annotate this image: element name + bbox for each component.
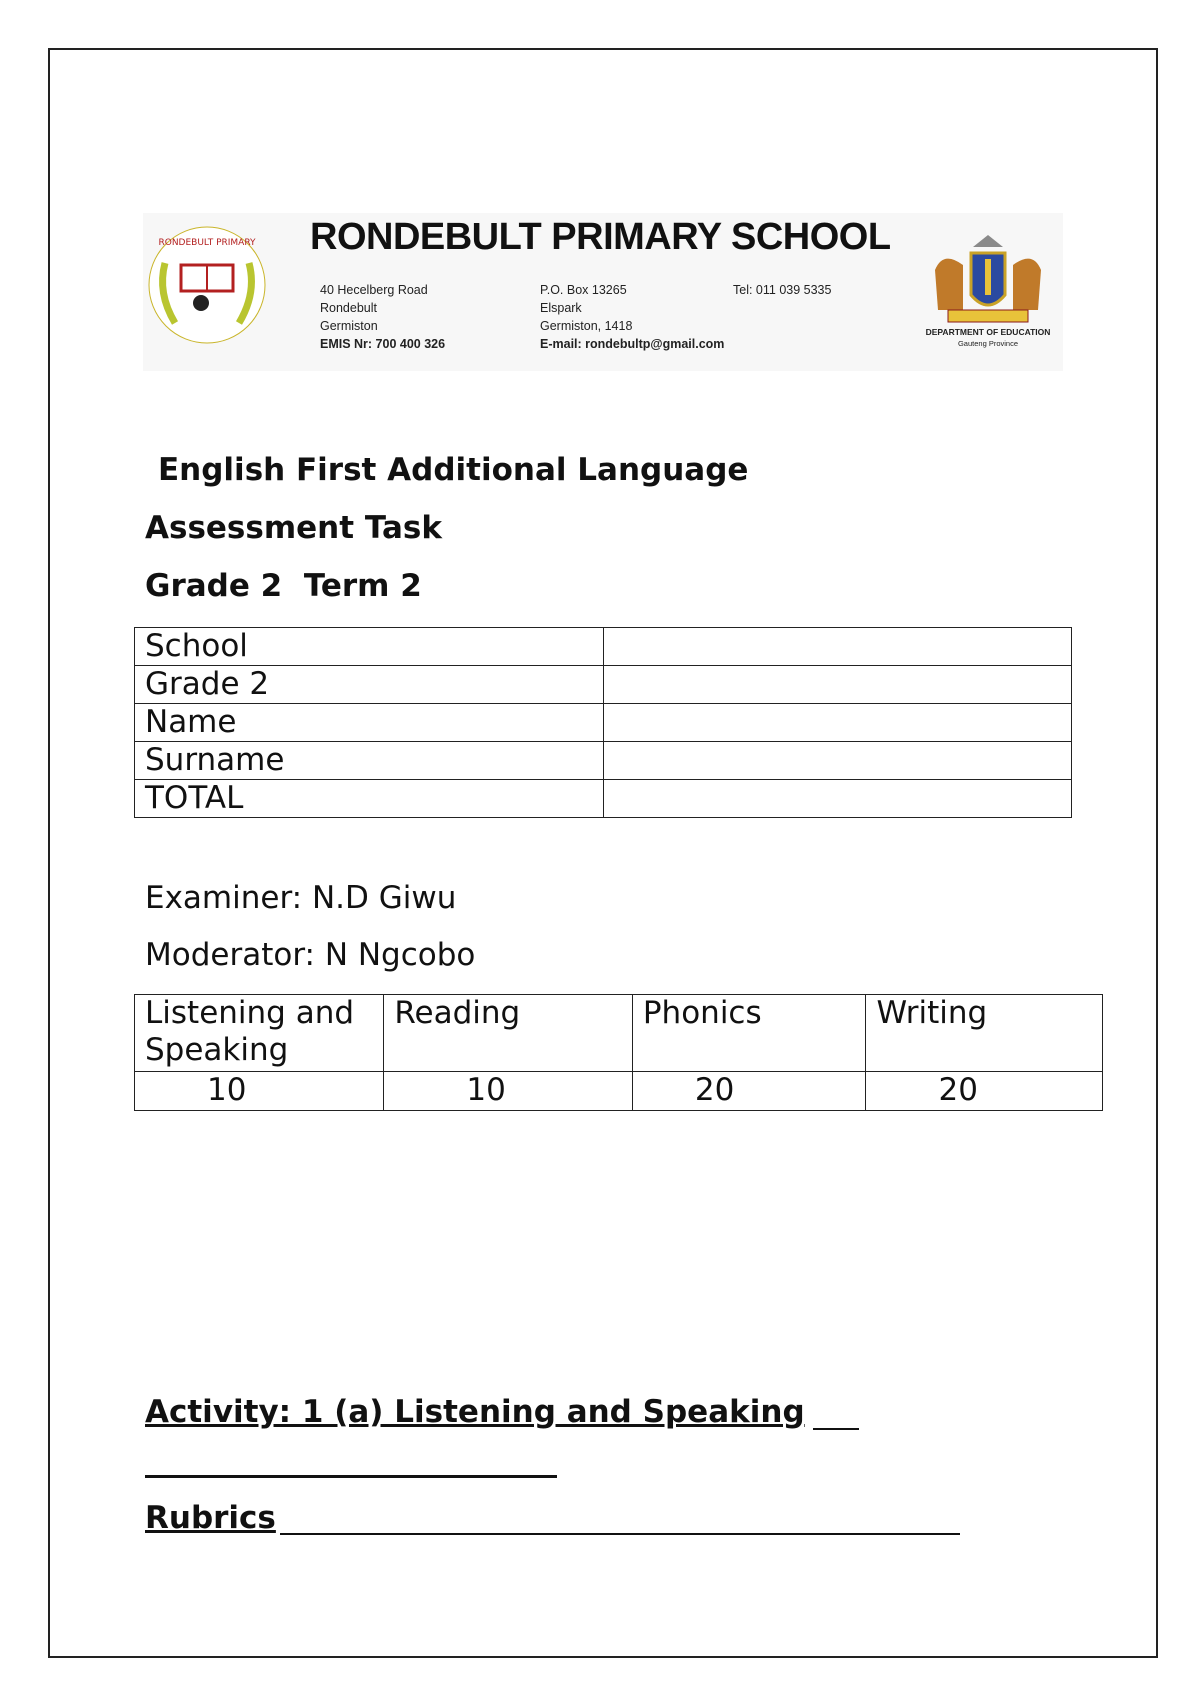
examiner: Examiner: N.D Giwu xyxy=(145,880,457,916)
address-line: Elspark xyxy=(540,301,582,315)
info-value-field[interactable] xyxy=(604,780,1072,818)
info-label: Surname xyxy=(135,742,604,780)
score-header: Writing xyxy=(866,995,1103,1072)
info-value-field[interactable] xyxy=(604,704,1072,742)
school-crest-logo xyxy=(145,223,270,348)
letterhead xyxy=(143,213,1063,371)
score-mark: 10 xyxy=(135,1072,384,1111)
table-row xyxy=(135,628,1072,666)
info-value-field[interactable] xyxy=(604,742,1072,780)
department-coat-of-arms xyxy=(913,215,1063,365)
address-line: Germiston xyxy=(320,319,378,333)
email: E-mail: rondebultp@gmail.com xyxy=(540,337,725,351)
address-column-2 xyxy=(540,281,724,353)
grade-term-title: Grade 2 Term 2 xyxy=(145,568,422,604)
address-line: Rondebult xyxy=(320,301,377,315)
address-line: Germiston, 1418 xyxy=(540,319,633,333)
po-box: P.O. Box 13265 xyxy=(540,283,627,297)
score-mark: 20 xyxy=(866,1072,1103,1111)
score-mark: 10 xyxy=(384,1072,633,1111)
info-value-field[interactable] xyxy=(604,666,1072,704)
address-column-1 xyxy=(320,281,445,353)
table-row xyxy=(135,742,1072,780)
activity-title: Activity: 1 (a) Listening and Speaking xyxy=(145,1394,805,1430)
score-mark: 20 xyxy=(632,1072,866,1111)
table-row xyxy=(135,1072,1103,1111)
info-value-field[interactable] xyxy=(604,628,1072,666)
task-title: Assessment Task xyxy=(145,510,442,546)
info-label: School xyxy=(135,628,604,666)
info-label: Name xyxy=(135,704,604,742)
info-label: TOTAL xyxy=(135,780,604,818)
learner-info-table xyxy=(134,627,1072,818)
activity-underline-extension xyxy=(813,1428,859,1430)
crest-motto-top: RONDEBULT PRIMARY xyxy=(158,238,256,248)
score-header: Listening and Speaking xyxy=(135,995,384,1072)
rubrics-title: Rubrics xyxy=(145,1500,276,1536)
score-header: Phonics xyxy=(632,995,866,1072)
province-name: Gauteng Province xyxy=(957,339,1019,348)
table-row xyxy=(135,995,1103,1072)
department-name: DEPARTMENT OF EDUCATION xyxy=(925,327,1051,337)
table-row xyxy=(135,666,1072,704)
info-label: Grade 2 xyxy=(135,666,604,704)
table-row xyxy=(135,780,1072,818)
score-header: Reading xyxy=(384,995,633,1072)
table-row xyxy=(135,704,1072,742)
emis-number: EMIS Nr: 700 400 326 xyxy=(320,337,446,351)
address-line: 40 Hecelberg Road xyxy=(320,283,428,297)
school-name: RONDEBULT PRIMARY SCHOOL xyxy=(310,216,891,258)
divider-line xyxy=(145,1475,557,1478)
score-table xyxy=(134,994,1103,1111)
moderator: Moderator: N Ngcobo xyxy=(145,937,476,973)
rubrics-underline xyxy=(280,1533,960,1535)
subject-title: English First Additional Language xyxy=(158,452,749,488)
telephone: Tel: 011 039 5335 xyxy=(733,283,832,297)
